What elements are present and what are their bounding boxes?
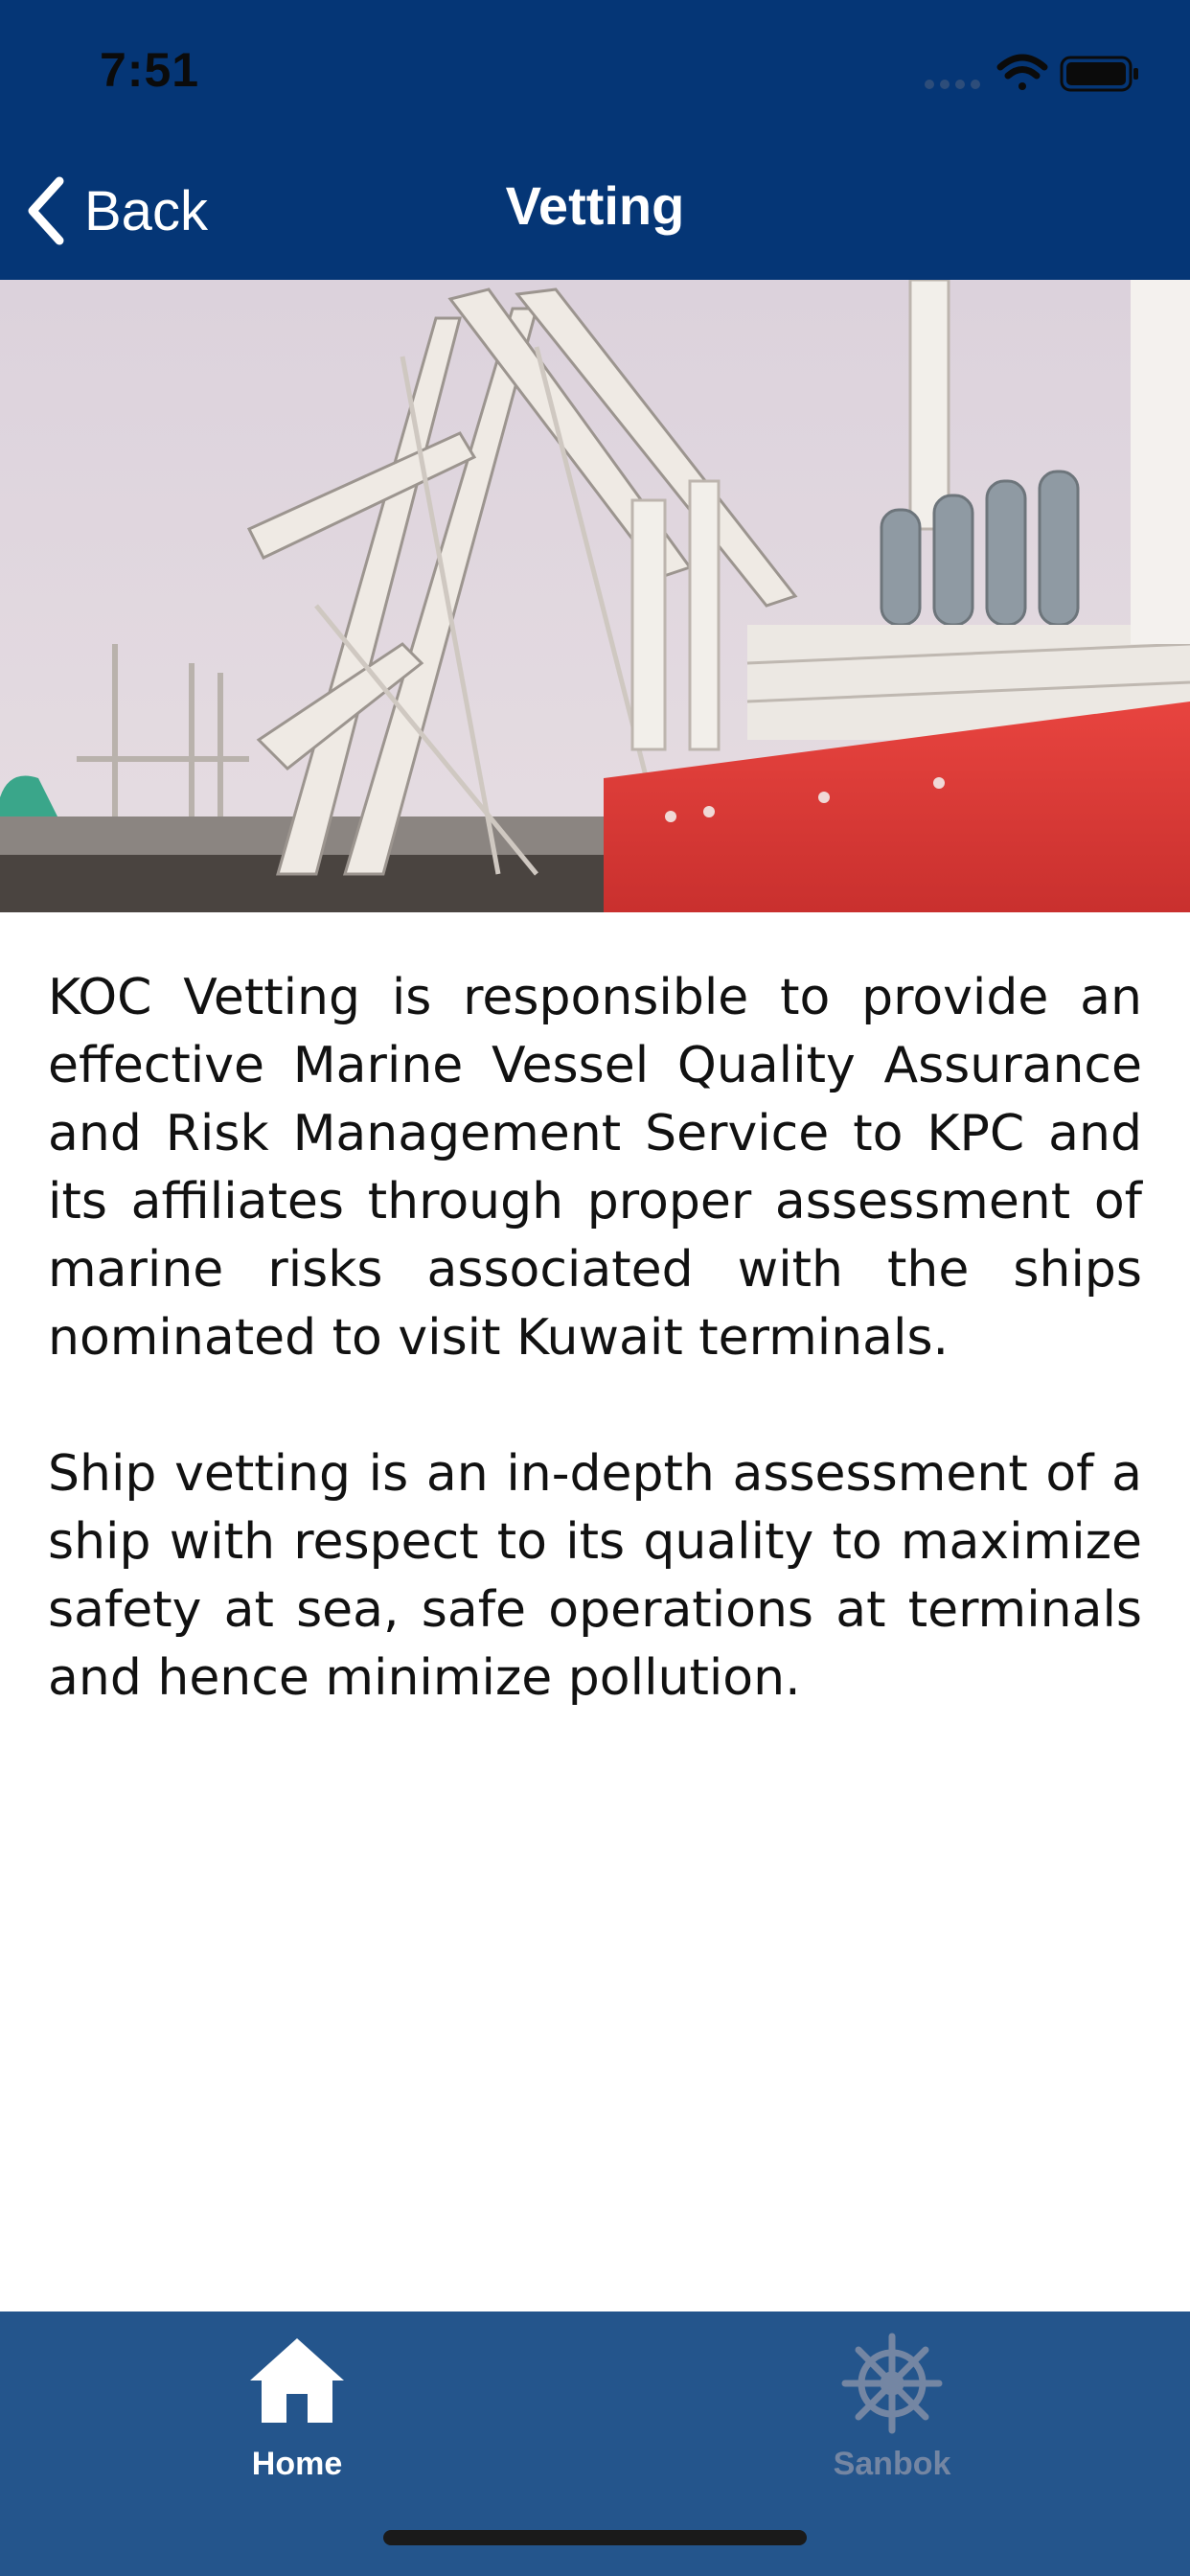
battery-icon bbox=[1062, 58, 1138, 90]
tab-sanbok-label: Sanbok bbox=[833, 2446, 951, 2482]
home-icon bbox=[244, 2331, 350, 2436]
tab-home[interactable] bbox=[153, 2331, 441, 2513]
status-icons bbox=[922, 52, 1142, 96]
page-title: Vetting bbox=[505, 175, 685, 236]
wifi-icon bbox=[1000, 58, 1044, 90]
paragraph-ship-vetting: Ship vetting is an in-depth assessment of a ship with respect to its quality to maximize safety at sea, safe operations at terminals and hence minimize pollution. bbox=[48, 1445, 1142, 1707]
paragraph-intro: KOC Vetting is responsible to provide an effective Marine Vessel Quality Assurance and Risk Management Service to KPC and its affiliates through proper assessment of marine risks associated with the ships nominated to visit Kuwait terminals. bbox=[48, 969, 1142, 1367]
header bbox=[0, 0, 1190, 280]
status-time: 7:51 bbox=[100, 43, 200, 97]
back-label: Back bbox=[84, 179, 208, 242]
tab-sanbok[interactable] bbox=[748, 2331, 1036, 2513]
hero-image bbox=[0, 280, 1190, 912]
signal-icon bbox=[925, 80, 980, 89]
home-indicator[interactable] bbox=[383, 2530, 807, 2545]
ship-wheel-icon bbox=[839, 2331, 945, 2436]
terminal-ship-illustration bbox=[0, 280, 1190, 912]
tab-home-label: Home bbox=[251, 2446, 343, 2482]
description bbox=[48, 964, 1142, 1713]
